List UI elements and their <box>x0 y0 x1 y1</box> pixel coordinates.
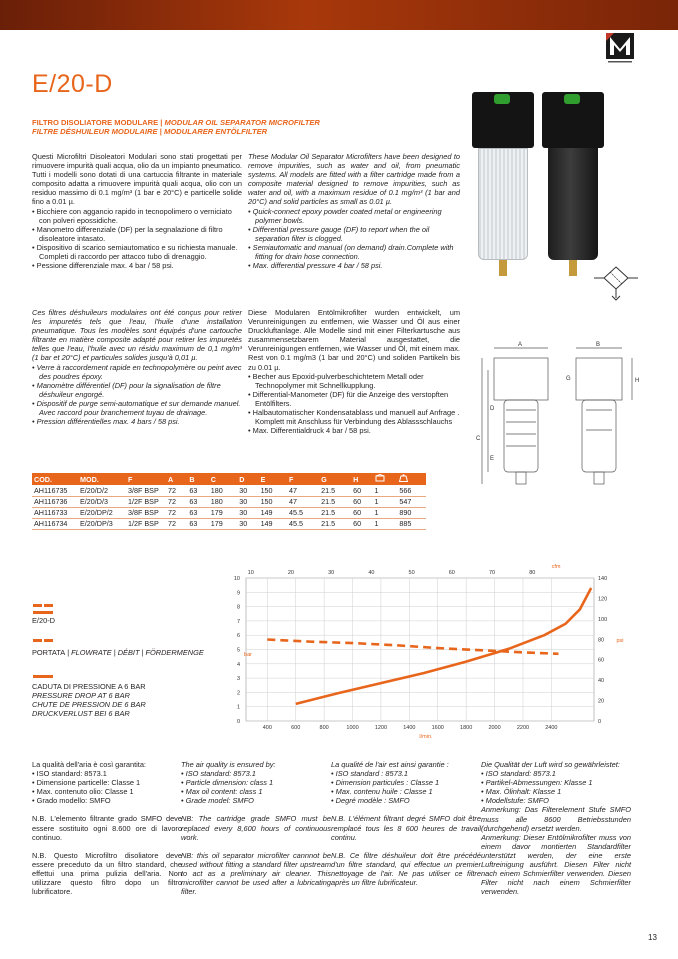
table-cell: 60 <box>351 485 372 496</box>
table-cell: 72 <box>166 518 187 529</box>
table-cell: AH116734 <box>32 518 78 529</box>
y2-axis-label: psi <box>616 638 624 644</box>
legend-solid-pressure <box>33 675 53 678</box>
table-cell: 72 <box>166 485 187 496</box>
y-tick-label: 0 <box>236 719 240 725</box>
x2-tick-label: 80 <box>529 570 536 576</box>
x2-tick-label: 30 <box>328 570 335 576</box>
table-cell: AH116735 <box>32 485 78 496</box>
table-cell: 179 <box>209 507 237 518</box>
table-cell: 72 <box>166 496 187 507</box>
page-title: E/20-D <box>32 70 113 98</box>
bullet-it: • Dispositivo di scarico semiautomatico e su richiesta manuale. Completi di raccordo per attacco tubo di drenaggio. <box>32 243 242 261</box>
y-tick-label: 9 <box>236 590 240 597</box>
th-cod: COD. <box>32 473 78 485</box>
table-cell: 30 <box>237 496 258 507</box>
table-cell: 1 <box>373 485 398 496</box>
table-cell: 885 <box>397 518 426 529</box>
bullet-it: • Pessione differenziale max. 4 bar / 58 psi. <box>32 261 242 270</box>
dim-label-a: A <box>518 342 523 348</box>
bullet-en: • Semiautomatic and manual (on demand) drain.Complete with fitting for drain hose connection. <box>248 243 460 261</box>
table-cell: 149 <box>259 507 287 518</box>
chart-model-label: E/20-D <box>32 616 56 625</box>
description-english <box>248 152 460 270</box>
series-pressure-drop-line <box>296 588 591 704</box>
intro-text-it: Questi Microfiltri Disoleatori Modulari sono stati progettati per rimuovere impurità quali acqua, olio da un impianto pneumatico. Tutti i modelli sono dotati di una cartuccia filtrante in materiale composito adatta a rimuovere impurità quali acqua, olio con un residuo massimo di 0.1 mg/m³ (1 bar e 20°C) e particelle solide fino a 0.01 µ. <box>32 152 242 207</box>
table-cell: AH116736 <box>32 496 78 507</box>
table-cell: 21.5 <box>319 485 351 496</box>
bullet-it: • Manometro differenziale (DF) per la segnalazione di filtro disoleatore intasato. <box>32 225 242 243</box>
table-cell: 1 <box>373 507 398 518</box>
table-cell: 60 <box>351 518 372 529</box>
y2-tick-label: 120 <box>598 596 608 603</box>
table-cell: 180 <box>209 496 237 507</box>
y2-tick-label: 40 <box>598 678 605 685</box>
dimension-drawing <box>470 340 650 500</box>
bullet-fr: • Verre à raccordement rapide en technopolymère ou peint avec des poudres époxy. <box>32 363 242 381</box>
flowrate-label: PORTATA | FLOWRATE | DÉBIT | FÖRDERMENGE <box>32 648 204 657</box>
filter-symbol-icon <box>594 266 638 302</box>
bullet-en: • Quick-connect epoxy powder coated metal or engineering polymer bowls. <box>248 207 460 225</box>
description-italian <box>32 152 242 270</box>
table-cell: 45.5 <box>287 518 319 529</box>
product-photo-clear-bowl <box>470 92 536 282</box>
dim-label-h: H <box>635 378 640 384</box>
th-f: F <box>126 473 166 485</box>
table-cell: 45.5 <box>287 507 319 518</box>
x-tick-label: 800 <box>319 725 329 731</box>
dim-label-c: C <box>476 436 481 442</box>
bullet-de: • Becher aus Epoxid-pulverbeschichtetem Metall oder Technopolymer mit Schnellkupplung. <box>248 372 460 390</box>
table-cell: 63 <box>187 507 208 518</box>
y2-tick-label: 100 <box>598 616 608 623</box>
y-tick-label: 5 <box>236 647 240 654</box>
table-cell: 21.5 <box>319 496 351 507</box>
table-cell: 3/8F BSP <box>126 485 166 496</box>
x-axis-label: l/min. <box>419 734 433 740</box>
x2-axis-label: cfm <box>551 564 561 570</box>
table-row <box>32 485 426 496</box>
bullet-en: • Max. differential pressure 4 bar / 58 psi. <box>248 261 460 270</box>
legend-dash-top <box>33 604 42 607</box>
x2-tick-label: 70 <box>488 570 496 576</box>
air-quality-italian: La qualità dell'aria è così garantita: • ISO standard: 8573.1 • Dimensione particelle: Classe 1 • Max. contenuto olio: Classe 1 • Grado modello: SMFO N.B. L'elemento filtrante grado SMFO deve essere sostituito ogni 8.600 ore di lavoro continuo. N.B. Questo Microfiltro disoliatore deve essere preceduto da un filtro standard, che effettui una prima pulizia dell'aria. Non utilizzare questo filtro dopo un filtro lubrificatore. <box>32 760 182 896</box>
table-cell: 150 <box>259 485 287 496</box>
bullet-it: • Bicchiere con aggancio rapido in tecnopolimero o verniciato con polveri epossidiche. <box>32 207 242 225</box>
y-tick-label: 7 <box>236 618 240 625</box>
bullet-de: • Max. Differentialdruck 4 bar / 58 psi. <box>248 426 460 435</box>
description-french <box>32 308 242 426</box>
table-cell: 547 <box>397 496 426 507</box>
intro-text-fr: Ces filtres déshuileurs modulaires ont été conçus pour retirer les impuretés tels que l'eau, l'huile d'une installation pneumatique. Tous les modèles sont équipés d'une cartouche filtrante en matière composite adapté pour retirer les impuretés telles que l'eau, l'huile avec un résidu maximum de 0,1 mg/m³ (1 bar et 20°C) et particules solides jusqu'à 0,01 µ. <box>32 308 242 363</box>
th-a: A <box>166 473 187 485</box>
x-tick-label: 1600 <box>431 725 444 731</box>
x-tick-label: 1200 <box>374 725 388 731</box>
th-b: B <box>187 473 208 485</box>
th-mod: MOD. <box>78 473 126 485</box>
y2-tick-label: 140 <box>598 576 608 582</box>
y2-tick-label: 20 <box>598 698 605 705</box>
x2-tick-label: 20 <box>287 570 294 576</box>
table-cell: E/20/DP/3 <box>78 518 126 529</box>
y-tick-label: 6 <box>236 633 240 640</box>
y-tick-label: 1 <box>236 704 240 711</box>
table-cell: E/20/D/2 <box>78 485 126 496</box>
table-cell: 566 <box>397 485 426 496</box>
specs-table <box>32 473 426 530</box>
table-row <box>32 496 426 507</box>
y-tick-label: 2 <box>236 690 240 697</box>
table-cell: 60 <box>351 496 372 507</box>
intro-text-en: These Modular Oil Separator Microfilters have been designed to remove impurities, such as water and oil, from pneumatic systems. All models are fitted with a filter cartridge made from a composite material designed to remove impurities, such as water and oil, with a maximum residue of 0.1 mg/m³ (1 bar and 20°C) and solid particles as small as 0.01 µ. <box>248 152 460 207</box>
y-axis-label: bar <box>244 652 252 658</box>
x-tick-label: 1000 <box>346 725 359 731</box>
bullet-fr: • Dispositif de purge semi-automatique et sur demande manuel. Avec raccord pour branchement tuyau de drainage. <box>32 399 242 417</box>
x2-tick-label: 60 <box>448 570 455 576</box>
y-tick-label: 8 <box>236 604 240 611</box>
x2-tick-label: 50 <box>408 570 415 576</box>
air-quality-french: La qualité de l'air est ainsi garantie : • ISO standard : 8573.1 • Dimension particules : Classe 1 • Max. contenu huile : Classe 1 • Degré modèle : SMFO N.B. L'élément filtrant degré SMFO doit être remplacé tous les 8 600 heures de travail continu. N.B. Ce filtre déshuileur doit être précédé d'un filtre standard, qui effectue un premier nettoyage de l'air. Ne pas utiliser ce filtre après un filtre lubrificateur. <box>331 760 481 887</box>
flowrate-pressure-chart <box>228 556 624 748</box>
box-icon <box>373 473 398 485</box>
description-german <box>248 308 460 435</box>
table-cell: 149 <box>259 518 287 529</box>
table-cell: 890 <box>397 507 426 518</box>
bullet-fr: • Pression différentielles max. 4 bars / 58 psi. <box>32 417 242 426</box>
table-cell: 150 <box>259 496 287 507</box>
legend-dash-top <box>44 604 53 607</box>
air-quality-german: Die Qualität der Luft wird so gewährleistet: • ISO standard: 8573.1 • Partikel-Abmessungen: Klasse 1 • Max. Ölinhalt: Klasse 1 • Modellstufe: SMFO Anmerkung: Das Filterelement Stufe SMFO muss alle 8600 Betriebsstunden (durchgehend) ersetzt werden. Anmerkung: Dieser Entölmikrofilter muss von einem davor montierten Standardfilter unterstützt werden, der eine erste Luftreinigung ausführt. Diesen Filter nicht nach einem Schmierfilter verwenden. Diesen Filter nicht nach einem Schmierfilter verwenden. <box>481 760 631 896</box>
x-tick-label: 1400 <box>403 725 416 731</box>
table-cell: 60 <box>351 507 372 518</box>
legend-dash-flowrate <box>44 639 53 642</box>
brand-logo <box>604 31 636 65</box>
x2-tick-label: 40 <box>368 570 375 576</box>
dim-label-g: G <box>566 376 571 382</box>
table-cell: 179 <box>209 518 237 529</box>
table-cell: 1/2F BSP <box>126 518 166 529</box>
table-cell: AH116733 <box>32 507 78 518</box>
x-tick-label: 2400 <box>545 725 558 731</box>
x-tick-label: 400 <box>262 725 272 731</box>
y-tick-label: 4 <box>236 661 240 668</box>
y-tick-label: 3 <box>236 676 240 683</box>
air-quality-english: The air quality is ensured by: • ISO standard: 8573.1 • Particle dimension: class 1 • Max oil content: class 1 • Grade model: SMFO NB: The cartridge grade SMFO must be replaced every 8,600 hours of continuous work. NB: this oil separator microfilter cannnot be used without fitting a standard filter upstream to act as a preliminary air cleaner. This microfilter cannot be used after a lubricating filter. <box>181 760 331 896</box>
table-cell: 63 <box>187 496 208 507</box>
page-subtitle: FILTRO DISOLIATORE MODULARE | MODULAR OIL SEPARATOR MICROFILTER FILTRE DÉSHUILEUR MODULAIRE | MODULARER ENTÖLFILTER <box>32 118 320 136</box>
table-cell: 21.5 <box>319 518 351 529</box>
th-f2: F <box>287 473 319 485</box>
table-cell: 3/8F BSP <box>126 507 166 518</box>
x-tick-label: 2000 <box>488 725 501 731</box>
legend-solid-top <box>33 611 53 614</box>
page-number: 13 <box>648 933 657 942</box>
x-tick-label: 600 <box>291 725 301 731</box>
weight-icon <box>397 473 426 485</box>
bullet-de: • Differential-Manometer (DF) für die Anzeige des verstopften Entölfilters. <box>248 390 460 408</box>
table-cell: E/20/DP/2 <box>78 507 126 518</box>
x2-tick-label: 10 <box>247 570 254 576</box>
dim-label-b: B <box>596 342 601 348</box>
table-cell: 30 <box>237 518 258 529</box>
pressure-drop-label: CADUTA DI PRESSIONE A 6 BAR PRESSURE DROP AT 6 BAR CHUTE DE PRESSION DE 6 BAR DRUCKVERLUST BEI 6 BAR <box>32 682 146 718</box>
y-tick-label: 10 <box>233 576 240 582</box>
dim-label-e: E <box>490 456 495 462</box>
table-cell: 1/2F BSP <box>126 496 166 507</box>
th-g: G <box>319 473 351 485</box>
table-cell: 63 <box>187 485 208 496</box>
bullet-en: • Differential pressure gauge (DF) to report when the oil separation filter is clogged. <box>248 225 460 243</box>
table-row <box>32 507 426 518</box>
table-cell: 1 <box>373 496 398 507</box>
x-tick-label: 2200 <box>516 725 530 731</box>
table-cell: 47 <box>287 496 319 507</box>
table-cell: 63 <box>187 518 208 529</box>
y2-tick-label: 80 <box>598 637 605 644</box>
table-row <box>32 518 426 529</box>
table-cell: E/20/D/3 <box>78 496 126 507</box>
y2-tick-label: 0 <box>598 719 602 725</box>
table-cell: 30 <box>237 485 258 496</box>
th-d: D <box>237 473 258 485</box>
bullet-fr: • Manomètre différentiel (DF) pour la signalisation de filtre déshuileur engorgé. <box>32 381 242 399</box>
bullet-de: • Halbautomatischer Kondensatablass und manuell auf Anfrage . Komplett mit Anschluss für Verbindung des Ablassschlauchs <box>248 408 460 426</box>
table-cell: 1 <box>373 518 398 529</box>
intro-text-de: Diese Modularen Entölmikrofilter wurden entwickelt, um Verunreinigungen zu entfernen, wie Wasser und Öl aus einer Druckluftanlage. Alle Modelle sind mit einer Filterkartusche aus zusammensetzbarem Material ausgestattet, die Verunreinigungen entfernen, wie Wasser und Öl, mit einem max. Rest von 0.1 mg/m3 (1 bar und 20°C) und soliden Partikeln bis zu 0.01 µ. <box>248 308 460 372</box>
th-c: C <box>209 473 237 485</box>
dim-label-d: D <box>490 406 495 412</box>
th-e: E <box>259 473 287 485</box>
top-banner <box>0 0 678 30</box>
table-cell: 72 <box>166 507 187 518</box>
table-cell: 30 <box>237 507 258 518</box>
x-tick-label: 1800 <box>460 725 473 731</box>
table-cell: 21.5 <box>319 507 351 518</box>
product-photo-dark-bowl <box>540 92 606 282</box>
y2-tick-label: 60 <box>598 657 605 664</box>
legend-dash-flowrate <box>33 639 42 642</box>
table-cell: 180 <box>209 485 237 496</box>
th-h: H <box>351 473 372 485</box>
table-cell: 47 <box>287 485 319 496</box>
table-header-row <box>32 473 426 485</box>
